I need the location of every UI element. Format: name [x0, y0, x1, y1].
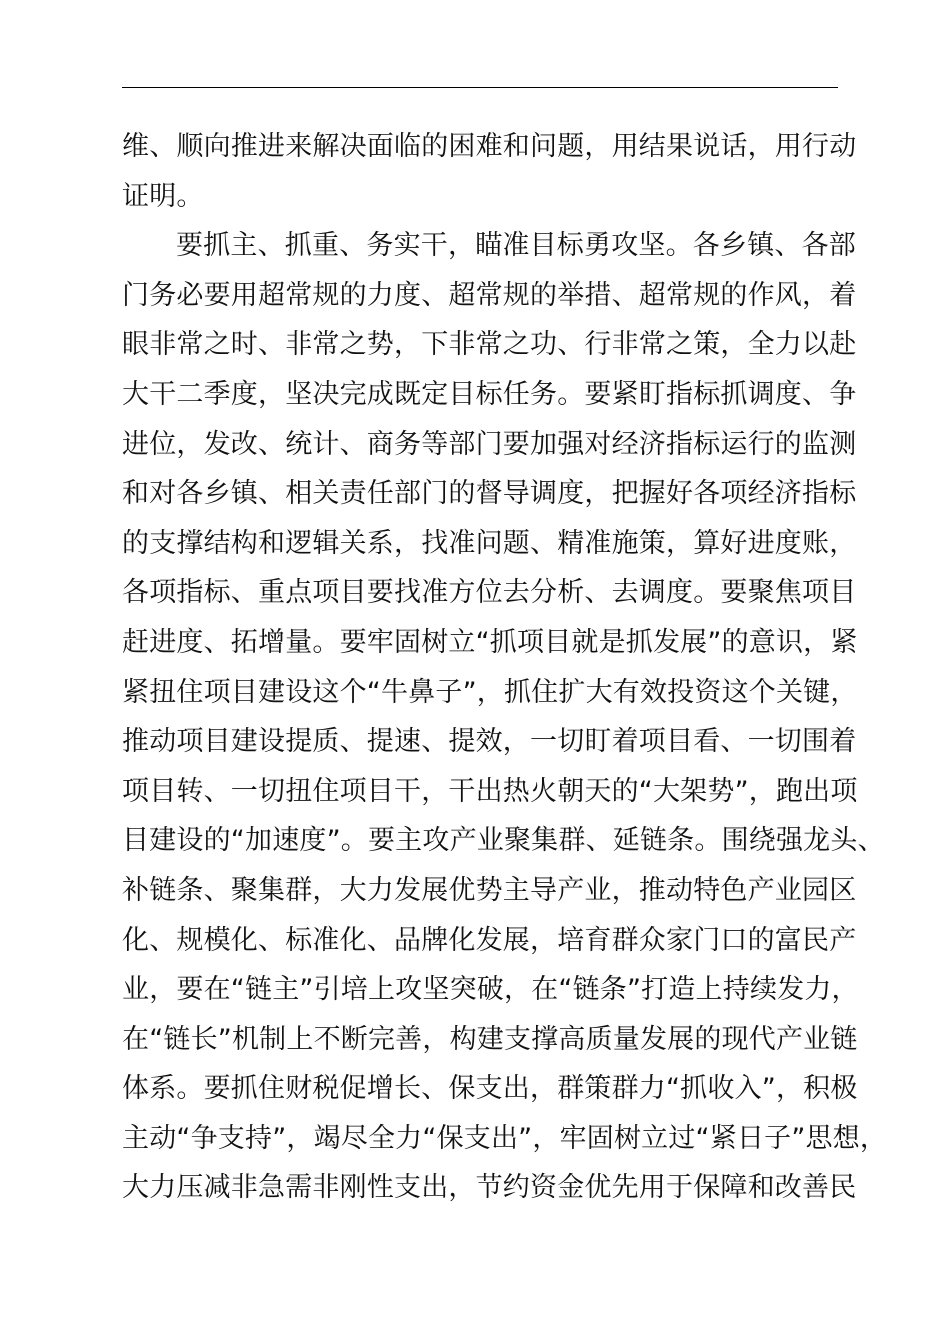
- text-line: 各项指标、重点项目要找准方位去分析、去调度。要聚焦项目: [122, 577, 857, 609]
- body-text: [122, 122, 888, 1213]
- text-line: 和对各乡镇、相关责任部门的督导调度，把握好各项经济指标: [122, 478, 857, 510]
- text-line: 大干二季度，坚决完成既定目标任务。要紧盯指标抓调度、争: [122, 378, 857, 410]
- text-line: 维、顺向推进来解决面临的困难和问题，用结果说话，用行动: [122, 131, 857, 162]
- text-line: 大力压减非急需非刚性支出，节约资金优先用于保障和改善民: [122, 1172, 857, 1204]
- text-line: 紧扭住项目建设这个“牛鼻子”，抓住扩大有效投资这个关键，: [122, 676, 858, 708]
- text-line: 的支撑结构和逻辑关系，找准问题、精准施策，算好进度账，: [122, 527, 857, 559]
- text-line: 目建设的“加速度”。要主攻产业聚集群、延链条。围绕强龙头、: [122, 825, 885, 857]
- text-line: 补链条、聚集群，大力发展优势主导产业，推动特色产业园区: [122, 874, 857, 906]
- text-line: 项目转、一切扭住项目干，干出热火朝天的“大架势”，跑出项: [122, 775, 858, 807]
- text-line: 体系。要抓住财税促增长、保支出，群策群力“抓收入”，积极: [122, 1073, 858, 1105]
- text-line: 门务必要用超常规的力度、超常规的举措、超常规的作风，着: [122, 279, 857, 311]
- text-line: 业，要在“链主”引培上攻坚突破，在“链条”打造上持续发力，: [122, 974, 859, 1006]
- text-line: 证明。: [122, 180, 204, 212]
- text-line: 化、规模化、标准化、品牌化发展，培育群众家门口的富民产: [122, 924, 857, 956]
- text-line: 赶进度、拓增量。要牢固树立“抓项目就是抓发展”的意识，紧: [122, 626, 858, 658]
- text-line: 进位，发改、统计、商务等部门要加强对经济指标运行的监测: [122, 428, 857, 460]
- header-rule: [122, 87, 838, 88]
- text-line: 主动“争支持”，竭尽全力“保支出”，牢固树立过“紧日子”思想，: [122, 1122, 888, 1154]
- paragraph-first-line: 要抓主、抓重、务实干，瞄准目标勇攻坚。各乡镇、各部: [176, 230, 856, 262]
- text-line: 在“链长”机制上不断完善，构建支撑高质量发展的现代产业链: [122, 1023, 858, 1055]
- text-line: 推动项目建设提质、提速、提效，一切盯着项目看、一切围着: [122, 726, 857, 758]
- text-line: 眼非常之时、非常之势，下非常之功、行非常之策，全力以赴: [122, 329, 857, 361]
